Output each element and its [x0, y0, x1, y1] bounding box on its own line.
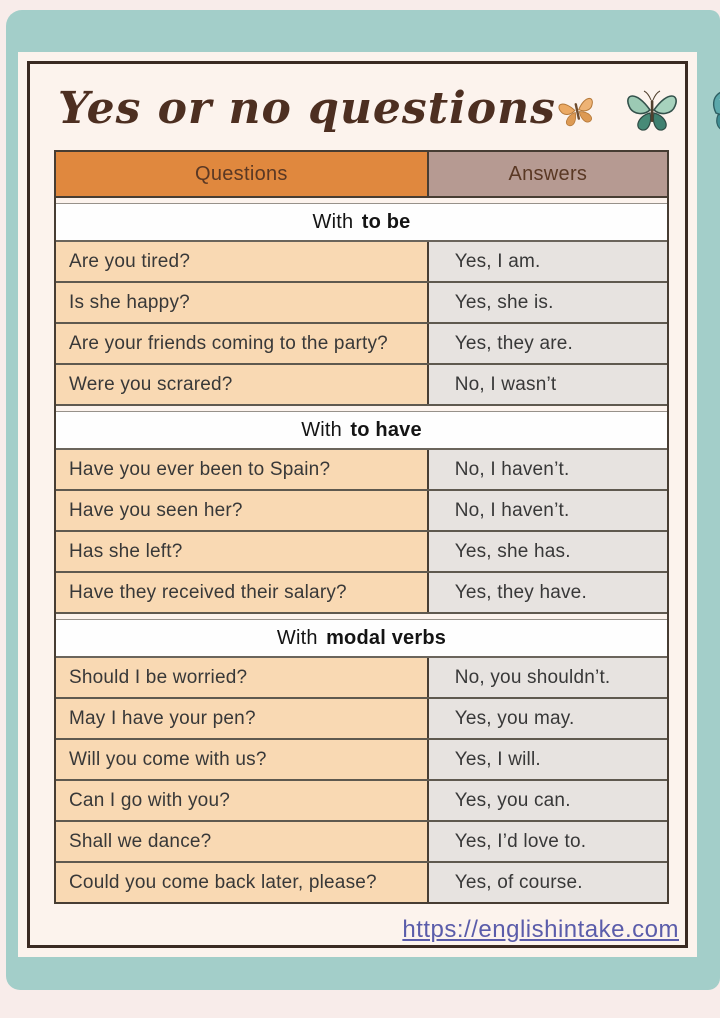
table-row [56, 324, 667, 365]
table-row [56, 283, 667, 324]
table-row [56, 699, 667, 740]
poster-card [27, 61, 688, 948]
table-row [56, 781, 667, 822]
question-cell: Should I be worried? [56, 658, 429, 697]
answer-cell: No, I wasn’t [429, 365, 667, 404]
question-cell: Will you come with us? [56, 740, 429, 779]
table-row [56, 450, 667, 491]
grammar-table [54, 150, 669, 904]
table-row [56, 822, 667, 863]
section-label-prefix: With [301, 418, 342, 441]
table-row [56, 740, 667, 781]
question-cell: Shall we dance? [56, 822, 429, 861]
title-row [30, 64, 685, 140]
table-row [56, 573, 667, 614]
question-cell: Is she happy? [56, 283, 429, 322]
butterfly-teal-side-icon [706, 87, 720, 135]
answer-cell: Yes, I’d love to. [429, 822, 667, 861]
question-cell: Can I go with you? [56, 781, 429, 820]
question-cell: Are your friends coming to the party? [56, 324, 429, 363]
answer-cell: Yes, of course. [429, 863, 667, 902]
section-header-to-have [56, 412, 667, 450]
answer-cell: Yes, they have. [429, 573, 667, 612]
table-row [56, 532, 667, 573]
butterfly-orange-icon [556, 93, 598, 129]
answers-column-header: Answers [429, 152, 667, 196]
question-cell: Has she left? [56, 532, 429, 571]
answer-cell: Yes, you can. [429, 781, 667, 820]
answer-cell: Yes, I will. [429, 740, 667, 779]
answer-cell: No, you shouldn’t. [429, 658, 667, 697]
butterfly-group [556, 81, 720, 135]
question-cell: Have they received their salary? [56, 573, 429, 612]
footer [30, 904, 685, 944]
answer-cell: Yes, you may. [429, 699, 667, 738]
section-label-bold: modal verbs [326, 626, 447, 649]
question-cell: Could you come back later, please? [56, 863, 429, 902]
table-row [56, 365, 667, 406]
section-label-bold: to have [350, 418, 422, 441]
answer-cell: Yes, I am. [429, 242, 667, 281]
butterfly-teal-large-icon [622, 88, 682, 134]
website-link[interactable]: https://englishintake.com [402, 916, 679, 943]
questions-column-header: Questions [56, 152, 429, 196]
page-title: Yes or no questions [58, 82, 556, 134]
section-label-bold: to be [361, 210, 411, 233]
answer-cell: No, I haven’t. [429, 450, 667, 489]
section-header-to-be [56, 204, 667, 242]
table-row [56, 491, 667, 532]
question-cell: Were you scrared? [56, 365, 429, 404]
question-cell: May I have your pen? [56, 699, 429, 738]
answer-cell: Yes, she has. [429, 532, 667, 571]
table-row [56, 658, 667, 699]
table-row [56, 863, 667, 902]
question-cell: Have you ever been to Spain? [56, 450, 429, 489]
answer-cell: No, I haven’t. [429, 491, 667, 530]
poster-card-frame [18, 52, 697, 957]
question-cell: Are you tired? [56, 242, 429, 281]
answer-cell: Yes, they are. [429, 324, 667, 363]
section-label-prefix: With [312, 210, 354, 233]
answer-cell: Yes, she is. [429, 283, 667, 322]
table-header-row [56, 152, 667, 198]
question-cell: Have you seen her? [56, 491, 429, 530]
table-row [56, 242, 667, 283]
section-label-prefix: With [276, 626, 318, 649]
section-header-modal-verbs [56, 620, 667, 658]
